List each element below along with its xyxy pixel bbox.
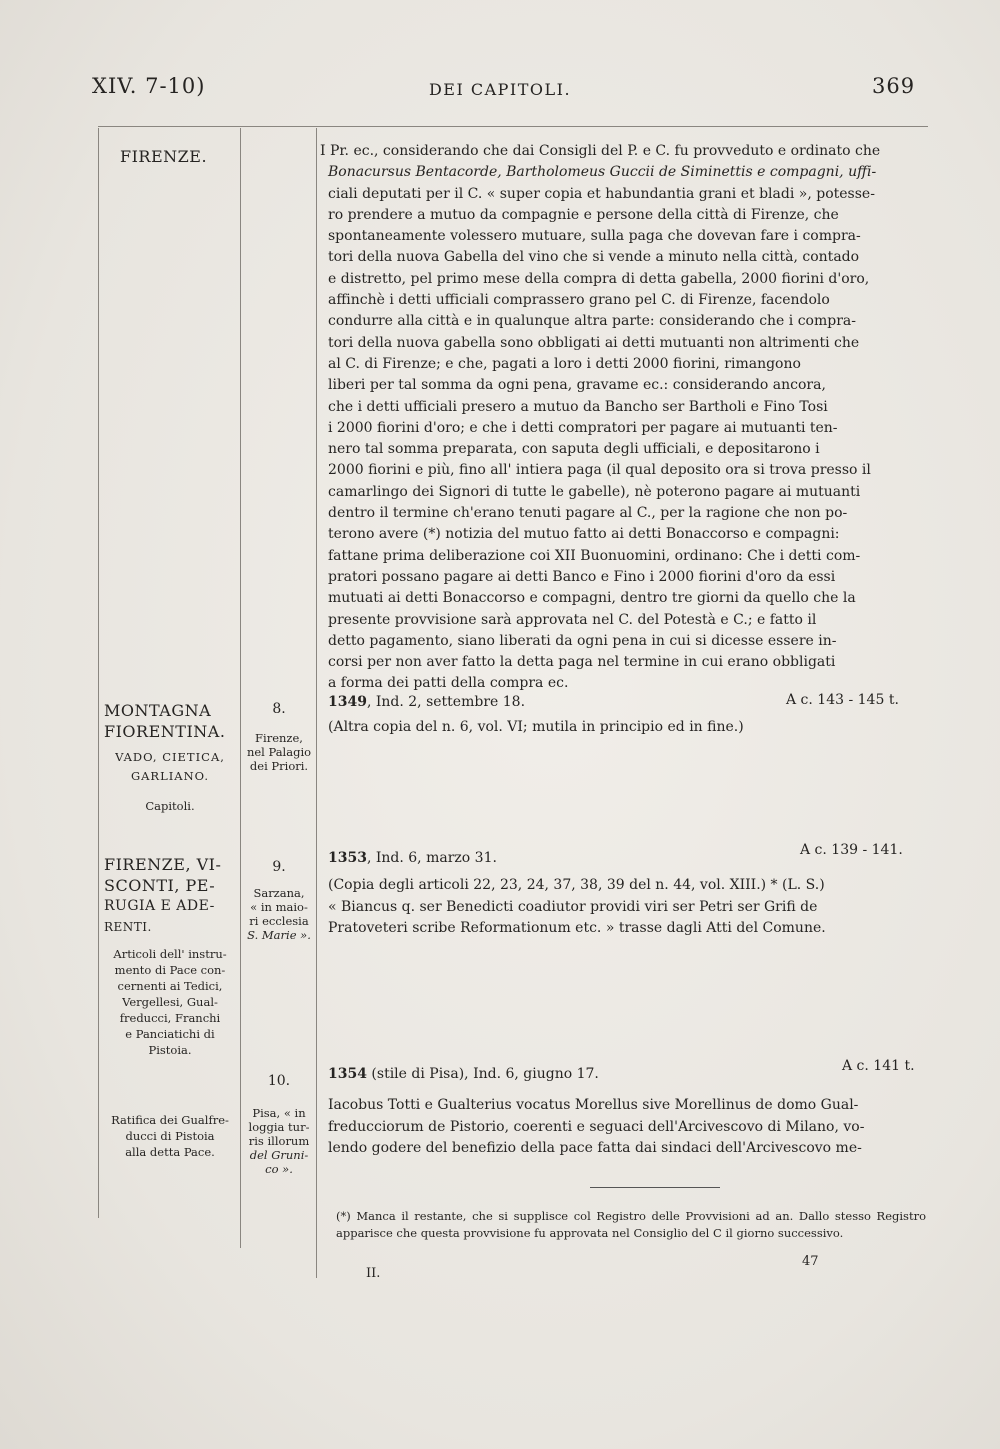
body-line: Bonacursus Bentacorde, Bartholomeus Guccii de Siminettis e compagni, uffi- [328,164,877,181]
entry-date: , Ind. 6, marzo 31. [366,850,497,866]
entry-10-desc [104,1112,236,1160]
entry-note-line: « Biancus q. ser Benedicti coadiutor providi viri ser Petri ser Grifi de [328,898,818,915]
entry-text-line: freducciorum de Pistorio, coerenti e seguaci dell'Arcivescovo di Milano, vo- [328,1118,865,1135]
page-number: 369 [872,74,916,98]
footnote-rule [590,1187,720,1188]
location-line: ri ecclesia [249,914,309,928]
body-line: 2000 fiorini e più, fino all' intiera paga (il qual deposito ora si trova presso il [328,462,871,479]
body-line: detto pagamento, siano liberati da ogni pena in cui si dicesse essere in- [328,632,837,649]
desc-line: Ratifica dei Gualfre- [111,1113,229,1127]
entry-10-ref: A c. 141 t. [842,1058,915,1074]
body-line: i 2000 fiorini d'oro; e che i detti compratori per pagare ai mutuanti ten- [328,419,838,436]
entry-text-line: Iacobus Totti e Gualterius vocatus Morellus sive Morellinus de domo Gual- [328,1097,859,1114]
location-line: dei Priori. [249,759,309,773]
desc-line: alla detta Pace. [125,1145,215,1159]
column-rule-left [98,128,99,1218]
entry-note: (Altra copia del n. 6, vol. VI; mutila in principio ed in fine.) [328,719,744,736]
header-title: DEI CAPITOLI. [428,80,572,99]
location-line: co ». [265,1162,293,1176]
body-line: ro prendere a mutuo da compagnie e persone della città di Firenze, che [328,206,839,223]
footnote: (*) Manca il restante, che si supplisce col Registro delle Provvisioni ad an. Dallo stesso Registro apparisce che questa provvisione fu approvata nel Consiglio del C il giorno successivo. [336,1209,926,1240]
entry-note-line: (Copia degli articoli 22, 23, 24, 37, 38, 39 del n. 44, vol. XIII.) * (L. S.) [328,877,825,894]
entry-year: 1354 [328,1066,367,1082]
gathering-number: 47 [802,1254,819,1269]
body-line: nero tal somma preparata, con saputa degli ufficiali, e depositarono i [328,441,820,458]
entry-text-line: lendo godere del benefizio della pace fatta dai sindaci dell'Arcivescovo me- [328,1139,862,1156]
body-line: I Pr. ec., considerando che dai Consigli del P. e C. fu provveduto e ordinato che [320,143,881,159]
body-line: pratori possano pagare ai detti Banco e Fino i 2000 fiorini d'oro da essi [328,568,836,585]
desc-line: e Panciatichi di [125,1027,215,1041]
entry-10-number-col [243,1074,315,1176]
location-line: Sarzana, [253,886,305,900]
body-line: ciali deputati per il C. « super copia et habundantia grani et bladi », potesse- [328,185,875,202]
location-line: Pisa, « in [252,1106,306,1120]
entry-number: 10. [267,1073,291,1089]
entry-8-ref: A c. 143 - 145 t. [786,692,899,708]
header-section-ref: XIV. 7-10) [92,74,206,98]
entry-10-body [328,1064,920,1159]
entry-7-body [320,141,920,695]
desc-line: freducci, Franchi [119,1011,221,1025]
desc-line: mento di Pace con- [114,963,226,977]
entry-7-place: FIRENZE. [120,147,208,166]
entry-note-line: Pratoveteri scribe Reformationum etc. » trasse dagli Atti del Comune. [328,919,826,936]
body-line: presente provvisione sarà approvata nel C. del Potestà e C.; e fatto il [328,611,817,628]
location-line: « in maio- [250,900,308,914]
sub-line: GARLIANO. [130,769,210,783]
body-line: e distretto, pel primo mese della compra di detta gabella, 2000 fiorini d'oro, [328,270,870,287]
desc-line: ducci di Pistoia [125,1129,215,1143]
entry-9-number-col [243,860,315,942]
body-line: mutuati ai detti Bonaccorso e compagni, dentro tre giorni da quello che la [328,590,856,607]
place-line: RUGIA E ADE- [104,898,215,914]
desc-line: cernenti ai Tedici, [117,979,223,993]
body-line: spontaneamente volessero mutuare, sulla paga che dovevan fare i compra- [328,228,861,245]
body-line: terono avere (*) notizia del mutuo fatto ai detti Bonaccorso e compagni: [328,526,840,543]
signature-mark: II. [366,1266,381,1281]
desc-line: Articoli dell' instru- [113,947,227,961]
place-line: FIORENTINA. [104,722,226,741]
entry-8-number-col [243,702,315,773]
location-line: nel Palagio [246,745,312,759]
body-line: tori della nuova gabella sono obbligati ai detti mutuanti non altrimenti che [328,334,860,351]
place-line: SCONTI, PE- [104,876,216,895]
entry-year: 1349 [328,694,367,710]
location-line: del Gruni- [249,1148,309,1162]
body-line: corsi per non aver fatto la detta paga nel termine in cui erano obbligati [328,654,836,671]
place-line: RENTI. [104,920,152,934]
entry-9-body [328,848,920,939]
desc-line: Pistoia. [148,1043,192,1057]
entry-date: , Ind. 2, settembre 18. [366,694,526,710]
entry-date: (stile di Pisa), Ind. 6, giugno 17. [366,1066,599,1082]
body-line: tori della nuova Gabella del vino che si vende a minuto nella città, contado [328,249,860,266]
body-line: che i detti ufficiali presero a mutuo da Bancho ser Bartholi e Fino Tosi [328,398,828,415]
place-line: MONTAGNA [104,701,212,720]
body-line: camarlingo dei Signori di tutte le gabelle), nè poterono pagare ai mutuanti [328,483,861,500]
entry-9-place [104,854,236,1058]
top-rule [98,126,928,127]
body-line: condurre alla città e in qualunque altra parte: considerando che i compra- [328,313,856,330]
entry-number: 9. [272,859,286,875]
entry-8-place [104,700,236,814]
entry-number: 8. [272,701,286,717]
location-line: ris illorum [248,1134,310,1148]
column-rule-right [316,128,317,1278]
body-line: a forma dei patti della compra ec. [328,675,569,692]
location-line: Firenze, [255,731,303,745]
desc-line: Vergellesi, Gual- [122,995,218,1009]
entry-year: 1353 [328,850,367,866]
location-line: S. Marie ». [247,928,311,942]
sub-line: VADO, CIETICA, [115,750,225,764]
place-line: FIRENZE, VI- [104,855,222,874]
body-line: al C. di Firenze; e che, pagati a loro i detti 2000 fiorini, rimangono [328,355,801,372]
entry-kind: Capitoli. [145,799,195,813]
column-rule-middle [240,128,241,1248]
location-line: loggia tur- [248,1120,310,1134]
body-line: dentro il termine ch'erano tenuti pagare al C., per la ragione che non po- [328,505,848,522]
entry-9-ref: A c. 139 - 141. [800,842,903,858]
body-line: liberi per tal somma da ogni pena, gravame ec.: considerando ancora, [328,377,826,394]
body-line: fattane prima deliberazione coi XII Buonuomini, ordinano: Che i detti com- [328,547,861,564]
body-line: affinchè i detti ufficiali comprassero grano pel C. di Firenze, facendolo [328,292,830,309]
